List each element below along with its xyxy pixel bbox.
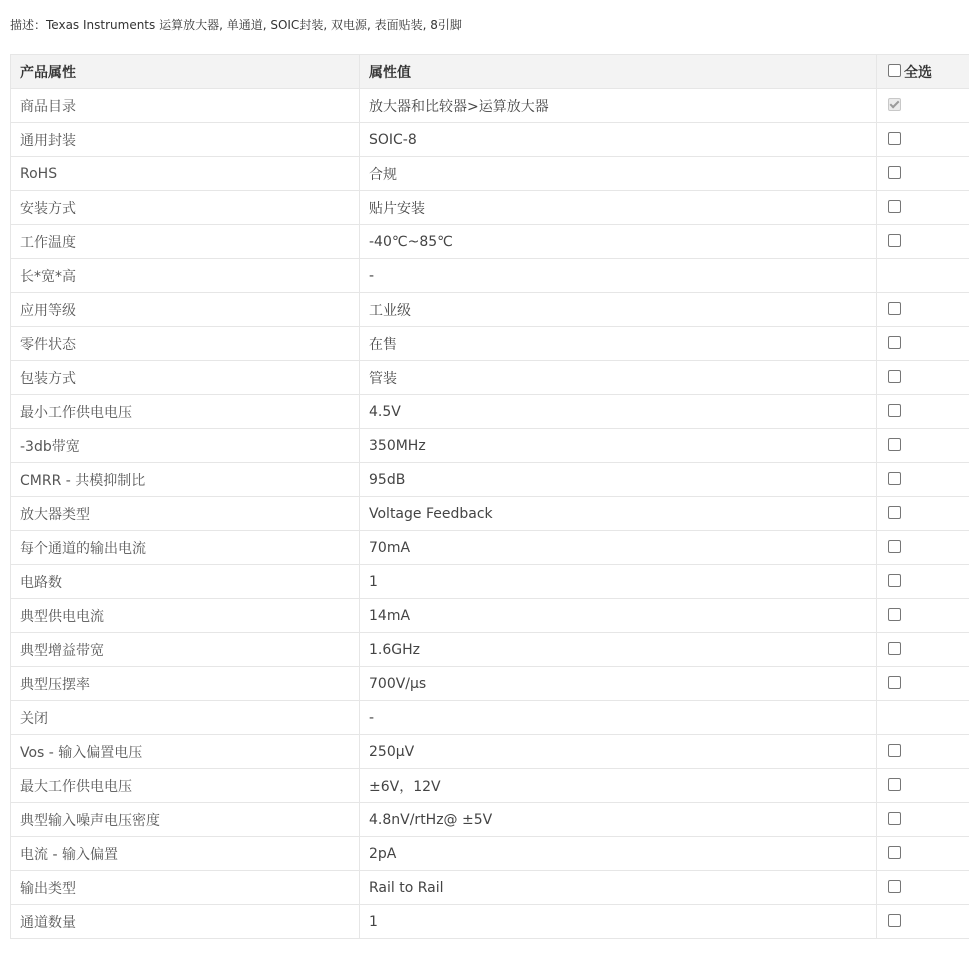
table-row <box>11 497 969 531</box>
attribute-value: -40℃~85℃ <box>360 225 877 259</box>
attribute-name: 典型增益带宽 <box>11 633 360 667</box>
row-select-checkbox[interactable] <box>888 438 901 451</box>
attribute-value: 250μV <box>360 735 877 769</box>
attribute-name: 典型供电电流 <box>11 599 360 633</box>
row-select-cell <box>877 667 969 701</box>
row-select-cell <box>877 871 969 905</box>
table-row <box>11 735 969 769</box>
table-row <box>11 667 969 701</box>
table-row <box>11 531 969 565</box>
row-select-cell <box>877 123 969 157</box>
row-select-checkbox[interactable] <box>888 914 901 927</box>
row-select-cell <box>877 293 969 327</box>
table-row <box>11 293 969 327</box>
row-select-cell <box>877 565 969 599</box>
row-select-cell <box>877 395 969 429</box>
row-select-cell <box>877 531 969 565</box>
table-body <box>11 89 969 939</box>
row-select-cell <box>877 769 969 803</box>
attribute-name: Vos - 输入偏置电压 <box>11 735 360 769</box>
table-row <box>11 361 969 395</box>
attribute-value: Rail to Rail <box>360 871 877 905</box>
attribute-name: 零件状态 <box>11 327 360 361</box>
row-select-cell <box>877 89 969 123</box>
attribute-name: -3db带宽 <box>11 429 360 463</box>
row-select-cell <box>877 259 969 293</box>
attribute-value: 70mA <box>360 531 877 565</box>
row-select-checkbox[interactable] <box>888 132 901 145</box>
row-select-checkbox[interactable] <box>888 472 901 485</box>
table-row <box>11 327 969 361</box>
row-select-cell <box>877 905 969 939</box>
row-select-checkbox <box>888 98 901 111</box>
table-row <box>11 565 969 599</box>
attribute-value: 4.8nV/rtHz@ ±5V <box>360 803 877 837</box>
product-description: 描述：Texas Instruments 运算放大器, 单通道, SOIC封装, 双电源, 表面贴装, 8引脚 <box>10 18 462 32</box>
row-select-cell <box>877 701 969 735</box>
attribute-value: 2pA <box>360 837 877 871</box>
row-select-cell <box>877 429 969 463</box>
attribute-name: 长*宽*高 <box>11 259 360 293</box>
table-row <box>11 871 969 905</box>
attribute-value: Voltage Feedback <box>360 497 877 531</box>
row-select-cell <box>877 361 969 395</box>
select-all-checkbox[interactable] <box>888 64 901 77</box>
row-select-cell <box>877 633 969 667</box>
attribute-value: 14mA <box>360 599 877 633</box>
table-row <box>11 89 969 123</box>
attribute-value: 贴片安装 <box>360 191 877 225</box>
table-row <box>11 191 969 225</box>
attribute-value: 4.5V <box>360 395 877 429</box>
table-row <box>11 599 969 633</box>
product-attributes-table <box>10 54 969 939</box>
attribute-value: 95dB <box>360 463 877 497</box>
attribute-name: 典型输入噪声电压密度 <box>11 803 360 837</box>
attribute-value: 在售 <box>360 327 877 361</box>
select-all-label: 全选 <box>904 64 932 81</box>
header-select-all[interactable] <box>877 55 969 89</box>
attribute-name: 放大器类型 <box>11 497 360 531</box>
attribute-value: 管装 <box>360 361 877 395</box>
attribute-name: 最小工作供电电压 <box>11 395 360 429</box>
row-select-cell <box>877 157 969 191</box>
table-row <box>11 905 969 939</box>
row-select-checkbox[interactable] <box>888 370 901 383</box>
attribute-value: 1 <box>360 565 877 599</box>
row-select-checkbox[interactable] <box>888 302 901 315</box>
table-row <box>11 463 969 497</box>
row-select-cell <box>877 599 969 633</box>
row-select-cell <box>877 837 969 871</box>
row-select-checkbox[interactable] <box>888 574 901 587</box>
row-select-checkbox[interactable] <box>888 608 901 621</box>
table-row <box>11 395 969 429</box>
header-attribute-value: 属性值 <box>360 55 877 89</box>
row-select-cell <box>877 803 969 837</box>
row-select-checkbox[interactable] <box>888 166 901 179</box>
attribute-value: 350MHz <box>360 429 877 463</box>
attribute-value: 放大器和比较器>运算放大器 <box>360 89 877 123</box>
attribute-name: 通用封装 <box>11 123 360 157</box>
row-select-checkbox[interactable] <box>888 846 901 859</box>
row-select-checkbox[interactable] <box>888 200 901 213</box>
row-select-cell <box>877 497 969 531</box>
row-select-checkbox[interactable] <box>888 880 901 893</box>
table-row <box>11 259 969 293</box>
row-select-checkbox[interactable] <box>888 404 901 417</box>
attribute-name: CMRR - 共模抑制比 <box>11 463 360 497</box>
attribute-name: 工作温度 <box>11 225 360 259</box>
row-select-cell <box>877 191 969 225</box>
attribute-value: 700V/μs <box>360 667 877 701</box>
attribute-value: 工业级 <box>360 293 877 327</box>
attribute-value: ±6V，12V <box>360 769 877 803</box>
attribute-name: 最大工作供电电压 <box>11 769 360 803</box>
attribute-value: 1 <box>360 905 877 939</box>
attribute-name: 关闭 <box>11 701 360 735</box>
table-row <box>11 429 969 463</box>
attribute-name: 电路数 <box>11 565 360 599</box>
table-row <box>11 769 969 803</box>
attribute-value: - <box>360 259 877 293</box>
table-row <box>11 837 969 871</box>
attribute-name: 应用等级 <box>11 293 360 327</box>
row-select-cell <box>877 327 969 361</box>
row-select-checkbox[interactable] <box>888 812 901 825</box>
table-row <box>11 123 969 157</box>
row-select-checkbox[interactable] <box>888 778 901 791</box>
attribute-name: 典型压摆率 <box>11 667 360 701</box>
row-select-checkbox[interactable] <box>888 336 901 349</box>
attribute-name: 商品目录 <box>11 89 360 123</box>
attribute-name: 包装方式 <box>11 361 360 395</box>
attribute-value: 合规 <box>360 157 877 191</box>
table-row <box>11 803 969 837</box>
attribute-name: 输出类型 <box>11 871 360 905</box>
row-select-checkbox[interactable] <box>888 234 901 247</box>
row-select-checkbox[interactable] <box>888 642 901 655</box>
row-select-cell <box>877 225 969 259</box>
row-select-cell <box>877 735 969 769</box>
attribute-name: 电流 - 输入偏置 <box>11 837 360 871</box>
table-header-row <box>11 55 969 89</box>
attribute-name: RoHS <box>11 157 360 191</box>
attribute-name: 通道数量 <box>11 905 360 939</box>
table-row <box>11 701 969 735</box>
attribute-name: 安装方式 <box>11 191 360 225</box>
row-select-cell <box>877 463 969 497</box>
attribute-value: SOIC-8 <box>360 123 877 157</box>
attribute-name: 每个通道的输出电流 <box>11 531 360 565</box>
row-select-checkbox[interactable] <box>888 744 901 757</box>
row-select-checkbox[interactable] <box>888 676 901 689</box>
attribute-value: - <box>360 701 877 735</box>
row-select-checkbox[interactable] <box>888 506 901 519</box>
table-row <box>11 225 969 259</box>
table-row <box>11 157 969 191</box>
attribute-value: 1.6GHz <box>360 633 877 667</box>
row-select-checkbox[interactable] <box>888 540 901 553</box>
table-row <box>11 633 969 667</box>
header-attribute-name: 产品属性 <box>11 55 360 89</box>
